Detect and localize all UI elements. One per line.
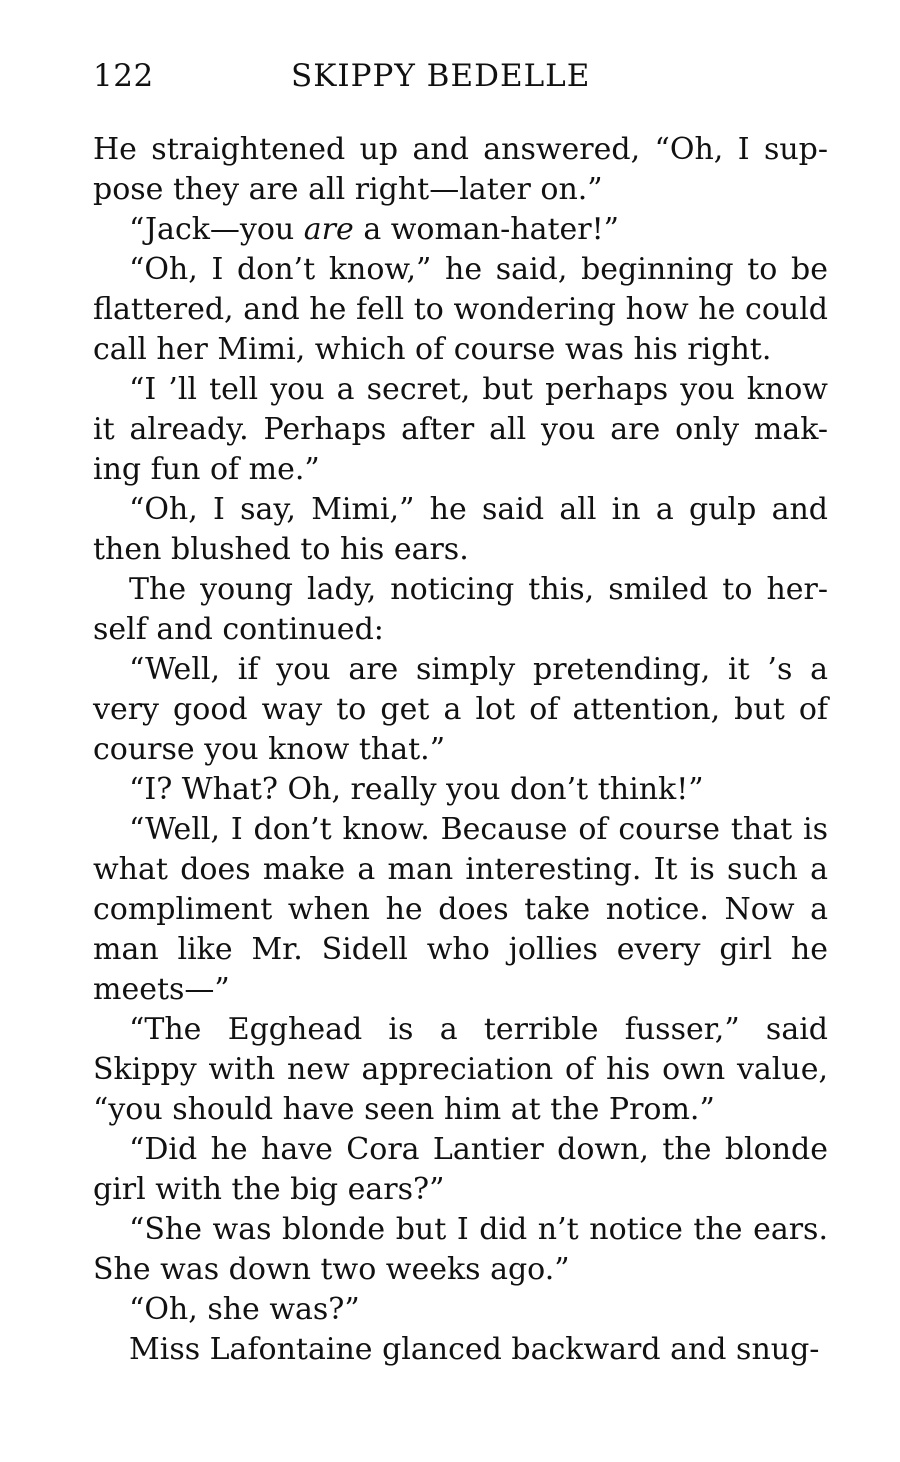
paragraph-13: “Oh, she was?” [129, 1292, 360, 1327]
paragraph-6: The young lady, noticing this, smiled to her-self and continued: [93, 572, 828, 647]
page-number: 122 [93, 58, 154, 94]
book-page [93, 58, 828, 1370]
body-text [93, 130, 828, 1370]
paragraph-4: “I ’ll tell you a secret, but perhaps you know it already. Perhaps after all you are only mak-ing fun of me.” [93, 372, 828, 487]
paragraph-2-part-1: “Jack—you [129, 212, 304, 247]
paragraph-7: “Well, if you are simply pretending, it ’s a very good way to get a lot of attention, but of course you know that.” [93, 652, 828, 767]
paragraph-2-emphasis: are [303, 212, 354, 247]
paragraph-5: “Oh, I say, Mimi,” he said all in a gulp and then blushed to his ears. [93, 492, 828, 567]
paragraph-11: “Did he have Cora Lantier down, the blonde girl with the big ears?” [93, 1132, 828, 1207]
paragraph-1: He straightened up and answered, “Oh, I sup-pose they are all right—later on.” [93, 132, 828, 207]
paragraph-2-part-2: a woman-hater!” [353, 212, 620, 247]
paragraph-8: “I? What? Oh, really you don’t think!” [129, 772, 704, 807]
paragraph-3: “Oh, I don’t know,” he said, beginning to be flattered, and he fell to wondering how he could call her Mimi, which of course was his right. [93, 252, 828, 367]
running-head [93, 58, 828, 102]
book-title: SKIPPY BEDELLE [291, 58, 591, 94]
paragraph-12: “She was blonde but I did n’t notice the ears. She was down two weeks ago.” [93, 1212, 828, 1287]
paragraph-14: Miss Lafontaine glanced backward and snug- [129, 1332, 820, 1367]
paragraph-9: “Well, I don’t know. Because of course that is what does make a man interesting. It is such a compliment when he does take notice. Now a man like Mr. Sidell who jollies every girl he meets—” [93, 812, 828, 1007]
paragraph-2 [93, 210, 828, 250]
paragraph-10: “The Egghead is a terrible fusser,” said Skippy with new appreciation of his own value, “you should have seen him at the Prom.” [93, 1012, 828, 1127]
